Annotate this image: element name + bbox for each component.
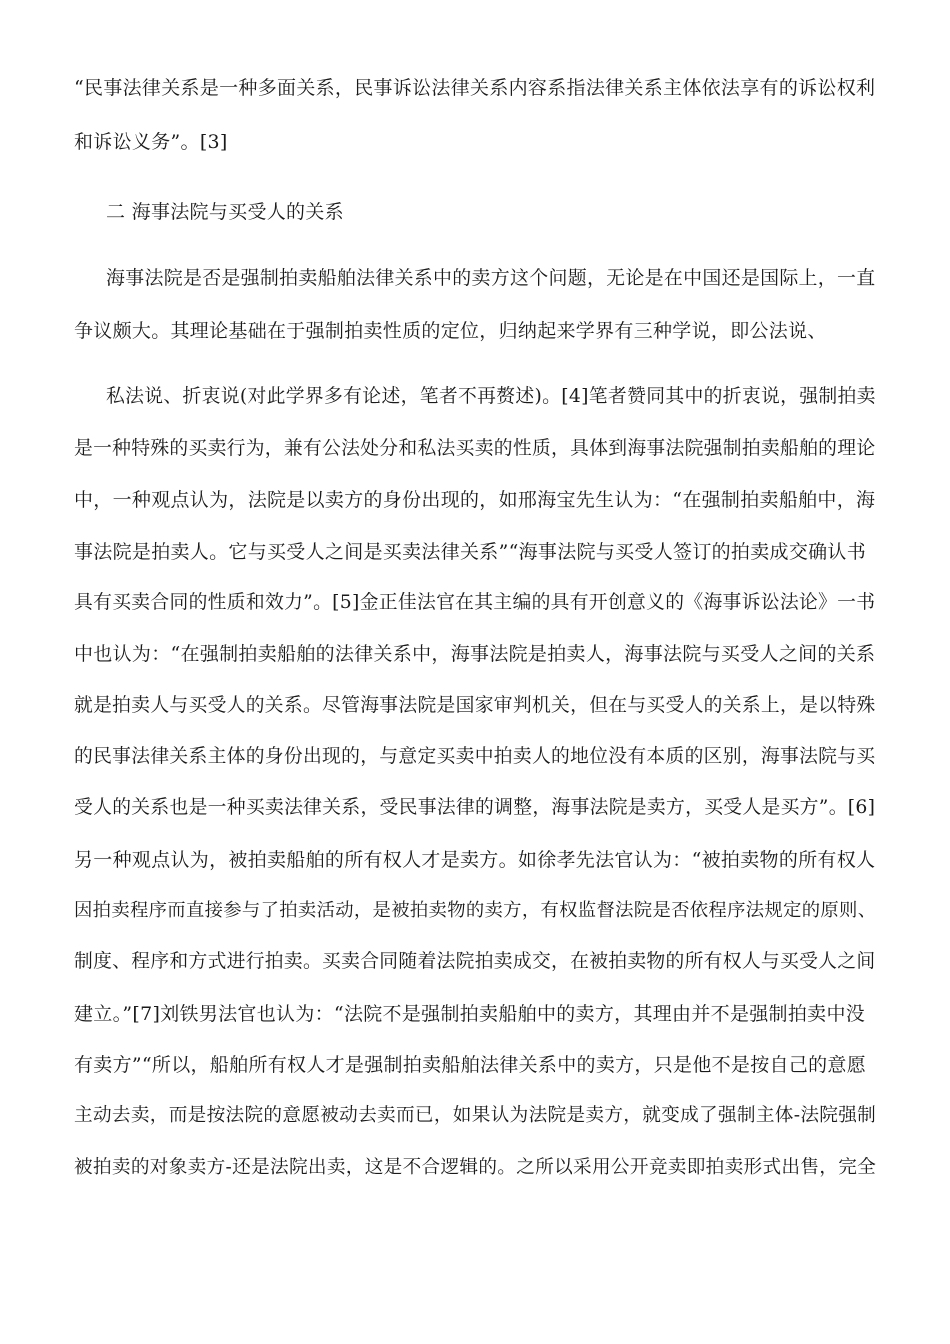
text-line: 的民事法律关系主体的身份出现的，与意定买卖中拍卖人的地位没有本质的区别，海事法院与买 xyxy=(74,746,876,767)
text-line: 中，一种观点认为，法院是以卖方的身份出现的，如邢海宝先生认为：“在强制拍卖船舶中，海 xyxy=(74,489,876,511)
text-line: 因拍卖程序而直接参与了拍卖活动，是被拍卖物的卖方，有权监督法院是否依程序法规定的原则、 xyxy=(74,900,877,921)
text-line: 私法说、折衷说(对此学界多有论述，笔者不再赘述)。[4]笔者赞同其中的折衷说，强制拍卖 xyxy=(106,386,876,407)
text-line: 海事法院是否是强制拍卖船舶法律关系中的卖方这个问题，无论是在中国还是国际上，一直 xyxy=(106,267,876,289)
text-line: 主动去卖，而是按法院的意愿被动去卖而已，如果认为法院是卖方，就变成了强制主体-法院强制 xyxy=(74,1105,877,1126)
text-line: 有卖方”“所以，船舶所有权人才是强制拍卖船舶法律关系中的卖方，只是他不是按自己的意愿 xyxy=(74,1054,867,1076)
section-heading: 二 海事法院与买受人的关系 xyxy=(106,201,344,223)
text-line: 被拍卖的对象卖方-还是法院出卖，这是不合逻辑的。之所以采用公开竞卖即拍卖形式出售，完全 xyxy=(74,1157,877,1178)
text-line: 制度、程序和方式进行拍卖。买卖合同随着法院拍卖成交，在被拍卖物的所有权人与买受人之间 xyxy=(74,951,876,972)
text-line: 是一种特殊的买卖行为，兼有公法处分和私法买卖的性质，具体到海事法院强制拍卖船舶的理论 xyxy=(74,438,876,459)
text-line: “民事法律关系是一种多面关系，民事诉讼法律关系内容系指法律关系主体依法享有的诉讼权利 xyxy=(74,77,876,99)
text-line: 受人的关系也是一种买卖法律关系，受民事法律的调整，海事法院是卖方，买受人是买方”。[6] xyxy=(74,797,876,818)
text-line: 另一种观点认为，被拍卖船舶的所有权人才是卖方。如徐孝先法官认为：“被拍卖物的所有权人 xyxy=(74,849,876,871)
text-line: 争议颇大。其理论基础在于强制拍卖性质的定位，归纳起来学界有三种学说，即公法说、 xyxy=(74,320,827,342)
text-line: 事法院是拍卖人。它与买受人之间是买卖法律关系”“海事法院与买受人签订的拍卖成交确认书 xyxy=(74,541,867,563)
text-line: 中也认为：“在强制拍卖船舶的法律关系中，海事法院是拍卖人，海事法院与买受人之间的关系 xyxy=(74,643,876,665)
text-line: 和诉讼义务”。[3] xyxy=(74,131,228,153)
text-line: 就是拍卖人与买受人的关系。尽管海事法院是国家审判机关，但在与买受人的关系上，是以特殊 xyxy=(74,695,876,716)
text-line: 具有买卖合同的性质和效力”。[5]金正佳法官在其主编的具有开创意义的《海事诉讼法论》一书 xyxy=(74,592,876,613)
text-line: 建立。”[7]刘铁男法官也认为：“法院不是强制拍卖船舶中的卖方，其理由并不是强制拍卖中没 xyxy=(74,1003,866,1025)
